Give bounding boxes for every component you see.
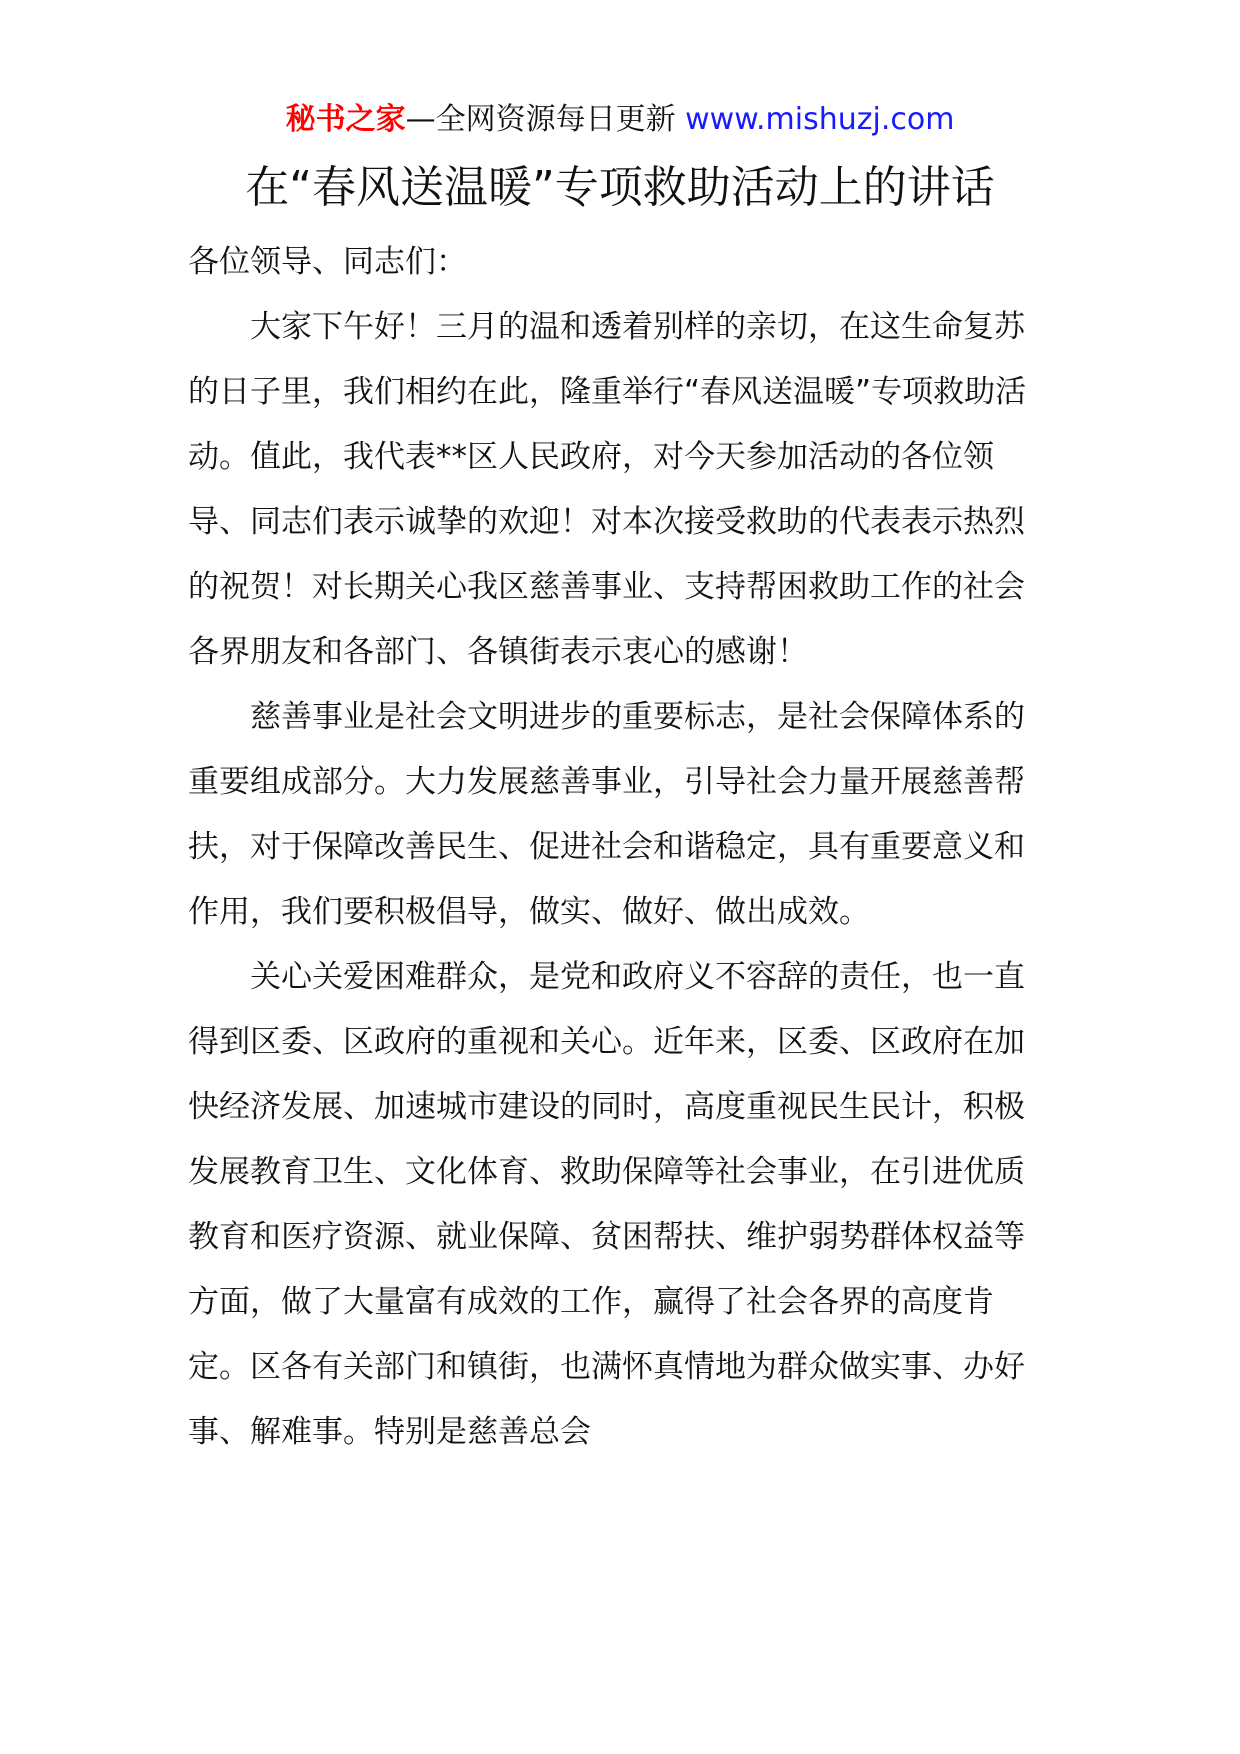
header-slogan: —全网资源每日更新 (405, 102, 686, 137)
body-paragraph: 关心关爱困难群众，是党和政府义不容辞的责任，也一直得到区委、区政府的重视和关心。近年来，区委、区政府在加快经济发展、加速城市建设的同时，高度重视民生民计，积极发展教育卫生、文化体育、救助保障等社会事业，在引进优质教育和医疗资源、就业保障、贫困帮扶、维护弱势群体权益等方面，做了大量富有成效的工作，赢得了社会各界的高度肯定。区各有关部门和镇街，也满怀真情地为群众做实事、办好事、解难事。特别是慈善总会 (188, 959, 1025, 1450)
site-url-link[interactable]: www.mishuzj.com (685, 102, 955, 137)
site-header (0, 100, 1240, 140)
document-title: 在“春风送温暖”专项救助活动上的讲话 (245, 162, 995, 213)
brand-name: 秘书之家 (285, 102, 406, 137)
body-paragraph: 慈善事业是社会文明进步的重要标志，是社会保障体系的重要组成部分。大力发展慈善事业，引导社会力量开展慈善帮扶，对于保障改善民生、促进社会和谐稳定，具有重要意义和作用，我们要积极倡导，做实、做好、做出成效。 (188, 699, 1025, 930)
document-body (188, 230, 1038, 1465)
body-paragraph: 大家下午好！三月的温和透着别样的亲切，在这生命复苏的日子里，我们相约在此，隆重举行“春风送温暖”专项救助活动。值此，我代表**区人民政府，对今天参加活动的各位领导、同志们表示诚挚的欢迎！对本次接受救助的代表表示热烈的祝贺！对长期关心我区慈善事业、支持帮困救助工作的社会各界朋友和各部门、各镇街表示衷心的感谢！ (188, 309, 1027, 670)
salutation: 各位领导、同志们： (188, 244, 467, 280)
